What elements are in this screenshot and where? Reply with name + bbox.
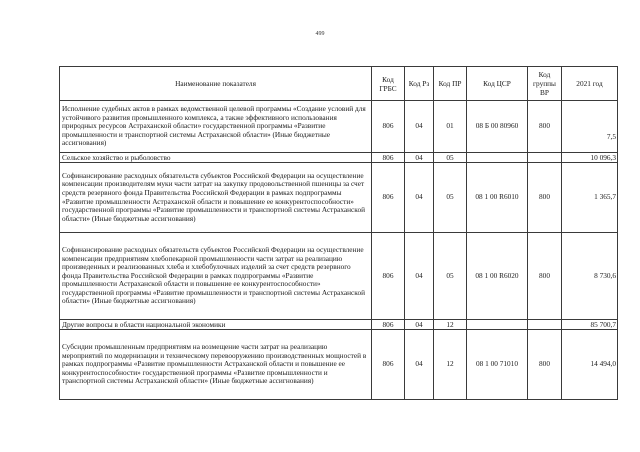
row-grbs: 806 — [372, 320, 405, 330]
row-rz: 04 — [405, 153, 434, 163]
row-csr: 08 1 00 R6020 — [467, 233, 528, 320]
row-rz: 04 — [405, 330, 434, 400]
budget-table — [59, 66, 618, 400]
header-year: 2021 год — [562, 67, 618, 101]
row-rz: 04 — [405, 163, 434, 233]
row-pr: 05 — [434, 163, 467, 233]
header-vr: Код группы ВР — [528, 67, 562, 101]
row-vr: 800 — [528, 101, 562, 153]
row-amount: 85 700,7 — [562, 320, 618, 330]
row-grbs: 806 — [372, 153, 405, 163]
page-number: 499 — [315, 31, 325, 37]
header-rz: Код Рз — [405, 67, 434, 101]
row-vr — [528, 153, 562, 163]
row-csr — [467, 320, 528, 330]
row-vr: 800 — [528, 330, 562, 400]
row-grbs: 806 — [372, 101, 405, 153]
row-amount: 14 494,0 — [562, 330, 618, 400]
row-amount: 8 730,6 — [562, 233, 618, 320]
table-row — [60, 330, 618, 400]
header-pr: Код ПР — [434, 67, 467, 101]
row-name: Софинансирование расходных обязательств субъектов Российской Федерации на осуществление компенсации предприятиям хлебопекарной промышленности части затрат на реализацию произведенных и реализованных хлеба и хлебобулочных изделий за счет средств резервного фонда Правительства Российской Федерации в рамках подпрограммы «Развитие промышленности Астраханской области и повышение ее конкурентоспособности» государственной программы «Развитие промышленности и транспортной системы Астраханской области» (Иные бюджетные ассигнования) — [60, 233, 372, 320]
row-grbs: 806 — [372, 163, 405, 233]
row-pr: 05 — [434, 233, 467, 320]
row-vr — [528, 320, 562, 330]
header-grbs: Код ГРБС — [372, 67, 405, 101]
row-amount: 10 096,3 — [562, 153, 618, 163]
row-csr: 08 1 00 R6010 — [467, 163, 528, 233]
table-row — [60, 320, 618, 330]
row-name: Исполнение судебных актов в рамках ведомственной целевой программы «Создание условий для устойчивого развития промышленного комплекса, а также эффективного использования природных ресурсов Астраханской области» государственной программы «Развитие промышленности и транспортной системы Астраханской области» (Иные бюджетные ассигнования) — [60, 101, 372, 153]
row-pr: 12 — [434, 330, 467, 400]
row-csr: 08 Б 00 80960 — [467, 101, 528, 153]
row-grbs: 806 — [372, 330, 405, 400]
table-header-row — [60, 67, 618, 101]
row-vr: 800 — [528, 233, 562, 320]
table-row — [60, 163, 618, 233]
row-amount: 7,5 — [562, 101, 618, 153]
row-vr: 800 — [528, 163, 562, 233]
table-row — [60, 153, 618, 163]
row-amount: 1 365,7 — [562, 163, 618, 233]
row-rz: 04 — [405, 101, 434, 153]
row-pr: 01 — [434, 101, 467, 153]
table-row — [60, 101, 618, 153]
row-grbs: 806 — [372, 233, 405, 320]
header-csr: Код ЦСР — [467, 67, 528, 101]
row-name: Сельское хозяйство и рыболовство — [60, 153, 372, 163]
row-name: Софинансирование расходных обязательств субъектов Российской Федерации на осуществление компенсации производителям муки части затрат на закупку продовольственной пшеницы за счет средств резервного фонда Правительства Российской Федерации в рамках подпрограммы «Развитие промышленности Астраханской области и повышение ее конкурентоспособности» государственной программы «Развитие промышленности и транспортной системы Астраханской области» (Иные бюджетные ассигнования) — [60, 163, 372, 233]
row-rz: 04 — [405, 233, 434, 320]
row-csr: 08 1 00 71010 — [467, 330, 528, 400]
row-pr: 12 — [434, 320, 467, 330]
row-name: Другие вопросы в области национальной экономики — [60, 320, 372, 330]
table-row — [60, 233, 618, 320]
row-rz: 04 — [405, 320, 434, 330]
row-pr: 05 — [434, 153, 467, 163]
row-csr — [467, 153, 528, 163]
row-name: Субсидии промышленным предприятиям на возмещение части затрат на реализацию мероприятий по модернизации и техническому перевооружению производственных мощностей в рамках подпрограммы «Развитие промышленности Астраханской области и повышение ее конкурентоспособности» государственной программы «Развитие промышленности и транспортной системы Астраханской области» (Иные бюджетные ассигнования) — [60, 330, 372, 400]
header-name: Наименование показателя — [60, 67, 372, 101]
